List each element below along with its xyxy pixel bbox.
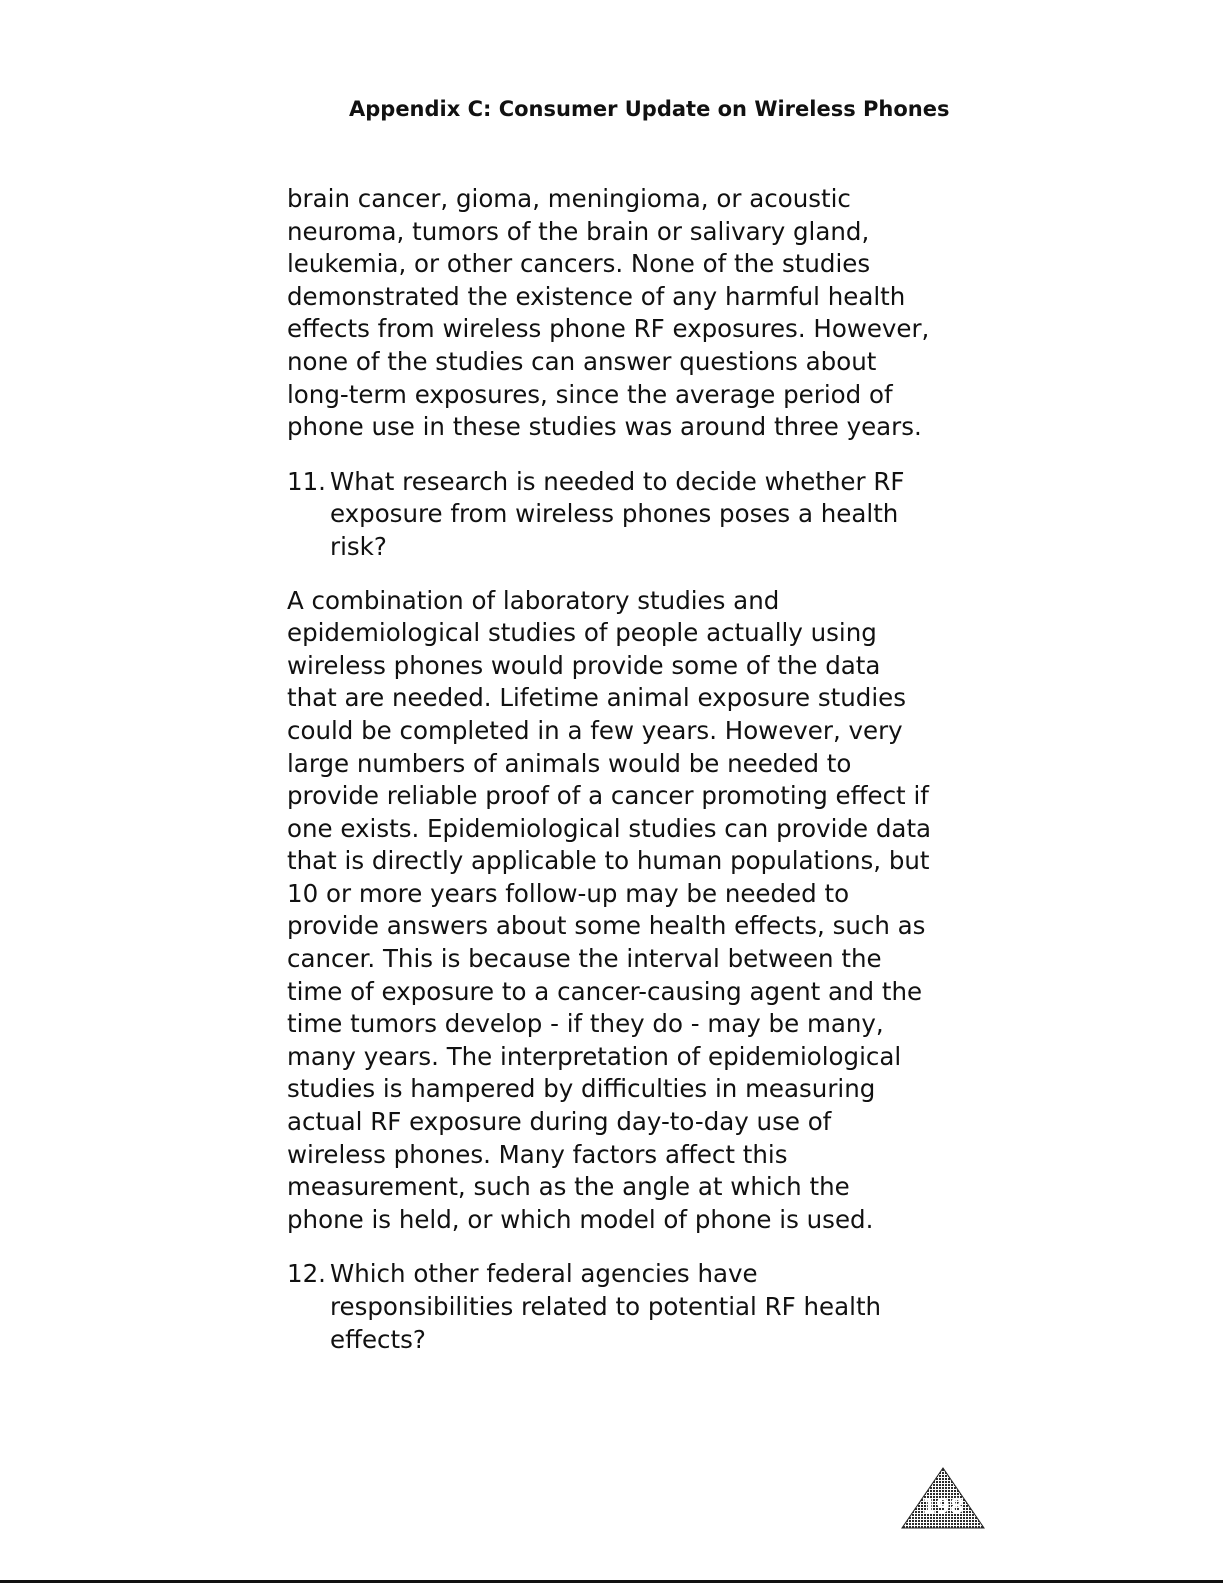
body-paragraph-2: A combination of laboratory studies and epidemiological studies of people actually using wireless phones would provide some of the data that are needed. Lifetime animal exposure studies could be completed in a few years. However, very large numbers of animals would be needed to provide reliable proof of a cancer promoting effect if one exists. Epidemiological studies can provide data that is directly applicable to human populations, but 10 or more years follow-up may be needed to provide answers about some health effects, such as cancer. This is because the interval between the time of exposure to a cancer-causing agent and the time tumors develop - if they do - may be many, many years. The interpretation of epidemiological studies is hampered by difficulties in measuring actual RF exposure during day-to-day use of wireless phones. Many factors affect this measurement, such as the angle at which the phone is held, or which model of phone is used. [287,585,932,1234]
page-header-title: Appendix C: Consumer Update on Wireless Phones [349,97,950,121]
question-12-number: 12. [287,1259,326,1289]
body-paragraph-1: brain cancer, gioma, meningioma, or acoustic neuroma, tumors of the brain or salivary gland, leukemia, or other cancers. None of the studies demonstrated the existence of any harmful health effects from wireless phone RF exposures. However, none of the studies can answer questions about long-term exposures, since the average period of phone use in these studies was around three years. [287,184,930,442]
question-11-text: What research is needed to decide whether RF exposure from wireless phones poses a health risk? [330,466,905,561]
page-number: 198 [922,1494,964,1518]
question-11 [287,466,947,564]
question-12 [287,1258,947,1356]
page-content [287,183,947,1356]
question-11-number: 11. [287,466,326,496]
bottom-rule [0,1580,1223,1583]
question-12-text: Which other federal agencies have responsibilities related to potential RF health effects? [330,1259,882,1354]
